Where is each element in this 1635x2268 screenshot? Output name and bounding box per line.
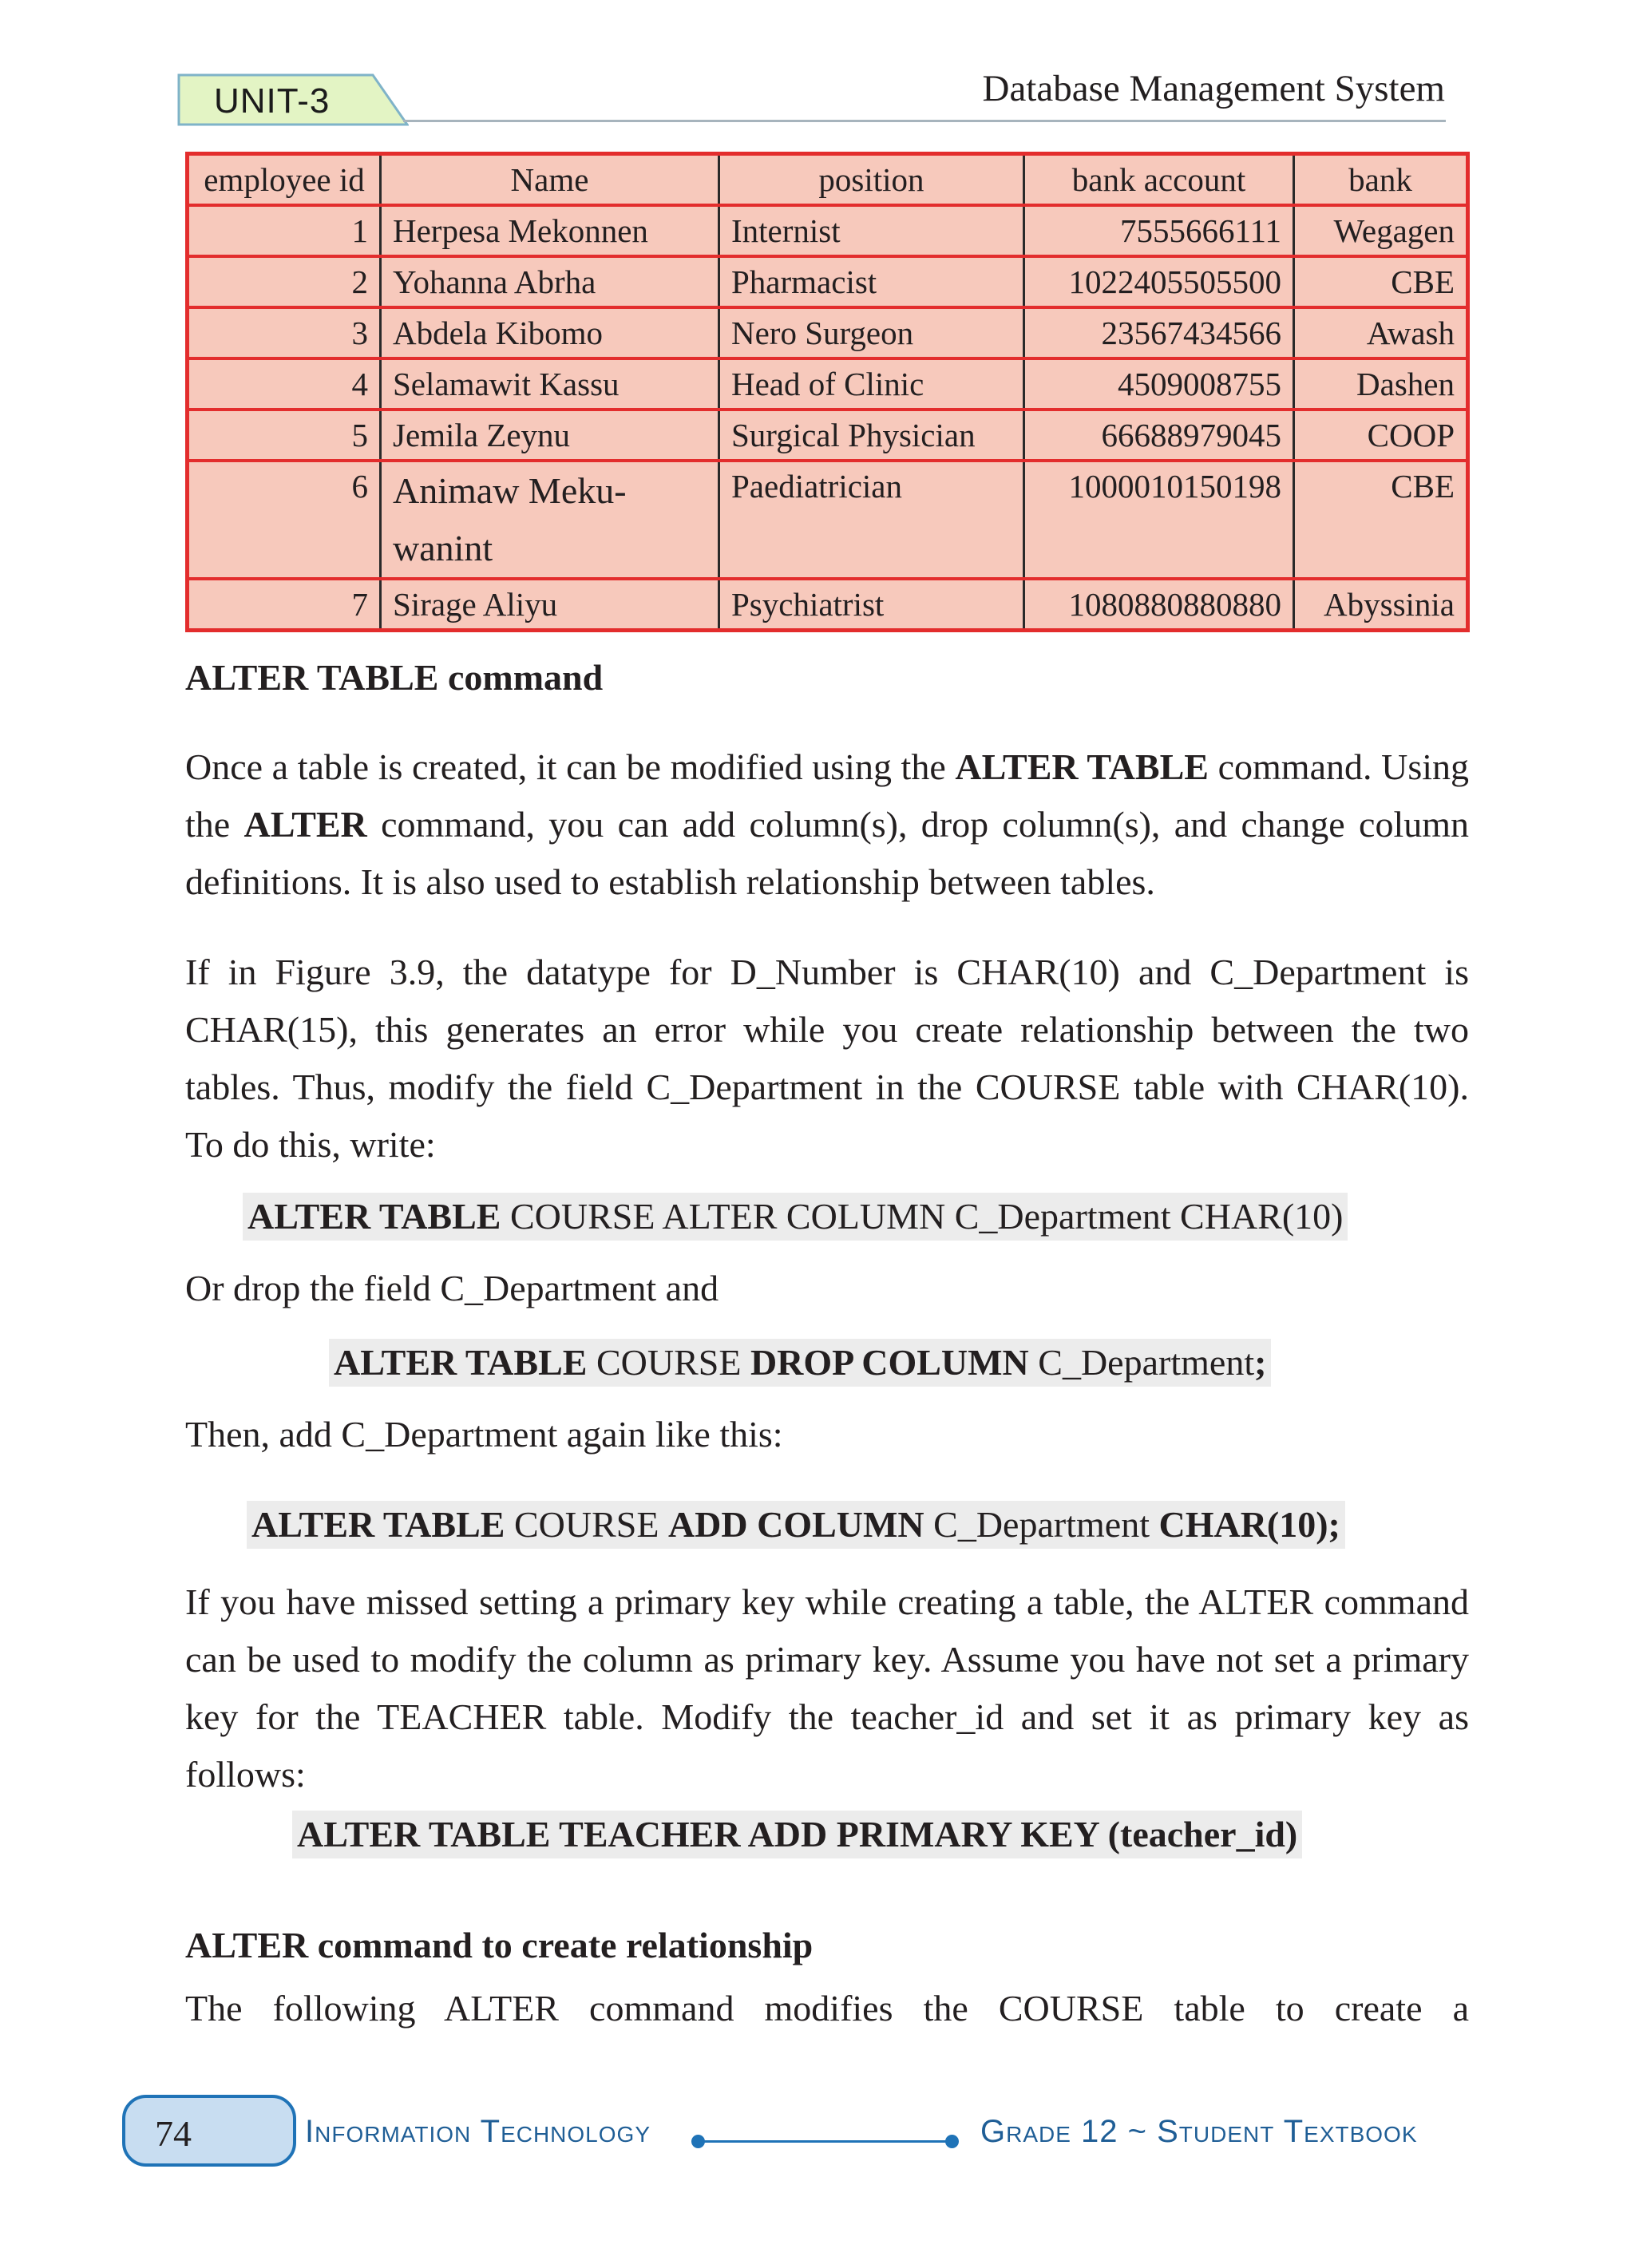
cell-name: Herpesa Mekonnen	[381, 205, 719, 256]
page-number-badge	[122, 2095, 296, 2167]
cell-employee-id: 6	[188, 461, 381, 579]
code-text: COURSE	[505, 1504, 668, 1545]
running-header-title: Database Management System	[982, 68, 1445, 109]
text-run: command, you can add column(s), drop column(s), and change column definitions. It is also used to establish relationship between tables.	[185, 804, 1470, 902]
code-keyword: ALTER TABLE	[247, 1196, 501, 1237]
cell-position: Internist	[719, 205, 1024, 256]
paragraph-alter-intro	[185, 738, 1469, 911]
code-keyword: ALTER TABLE	[334, 1342, 588, 1383]
cell-name: Selamawit Kassu	[381, 358, 719, 410]
unit-label: UNIT-3	[214, 81, 331, 121]
column-header: bank account	[1024, 154, 1294, 206]
section-heading-alter-table: ALTER TABLE command	[185, 657, 604, 698]
table-row	[188, 410, 1468, 461]
cell-position: Paediatrician	[719, 461, 1024, 579]
bold-run: ALTER TABLE	[955, 746, 1209, 787]
table-row	[188, 579, 1468, 631]
footer-subject: Information Technology	[305, 2114, 651, 2149]
header-rule	[403, 120, 1446, 122]
table-row	[188, 256, 1468, 307]
cell-position: Nero Surgeon	[719, 307, 1024, 358]
column-header: position	[719, 154, 1024, 206]
cell-bank-account: 7555666111	[1024, 205, 1294, 256]
cell-name: Abdela Kibomo	[381, 307, 719, 358]
cell-employee-id: 7	[188, 579, 381, 631]
code-keyword: CHAR(10);	[1158, 1504, 1340, 1545]
code-drop-column	[329, 1339, 1271, 1387]
cell-employee-id: 3	[188, 307, 381, 358]
table-row	[188, 205, 1468, 256]
column-header: Name	[381, 154, 719, 206]
paragraph-figure-example: If in Figure 3.9, the datatype for D_Number is CHAR(10) and C_Department is CHAR(15), this generates an error while you create relationship between the two tables. Thus, modify the field C_Department in the COURSE table with CHAR(10). To do this, write:	[185, 952, 1469, 1165]
footer-rule	[698, 2140, 953, 2143]
cell-position: Psychiatrist	[719, 579, 1024, 631]
paragraph-add-again: Then, add C_Department again like this:	[185, 1414, 783, 1455]
cell-bank-account: 66688979045	[1024, 410, 1294, 461]
column-header: bank	[1294, 154, 1468, 206]
unit-tab	[177, 73, 409, 126]
cell-bank-account: 1080880880880	[1024, 579, 1294, 631]
cell-name: Jemila Zeynu	[381, 410, 719, 461]
code-keyword: ;	[1254, 1342, 1267, 1383]
code-add-primary-key: ALTER TABLE TEACHER ADD PRIMARY KEY (teacher_id)	[292, 1811, 1302, 1858]
cell-name: Yohanna Abrha	[381, 256, 719, 307]
table-row	[188, 461, 1468, 579]
paragraph-relationship-intro: The following ALTER command modifies the COURSE table to create a	[185, 1988, 1469, 2029]
code-text: COURSE ALTER COLUMN C_Department CHAR(10)	[501, 1196, 1344, 1237]
cell-name: Sirage Aliyu	[381, 579, 719, 631]
cell-bank-account: 1000010150198	[1024, 461, 1294, 579]
employee-table	[185, 152, 1470, 632]
cell-bank: COOP	[1294, 410, 1468, 461]
cell-bank: Wegagen	[1294, 205, 1468, 256]
cell-bank: Dashen	[1294, 358, 1468, 410]
code-keyword: DROP COLUMN	[750, 1342, 1029, 1383]
paragraph-drop-field: Or drop the field C_Department and	[185, 1268, 719, 1308]
cell-bank-account: 4509008755	[1024, 358, 1294, 410]
section-heading-alter-relationship: ALTER command to create relationship	[185, 1925, 814, 1965]
footer-dot-right	[945, 2135, 959, 2148]
cell-bank-account: 23567434566	[1024, 307, 1294, 358]
code-text: C_Department	[924, 1504, 1159, 1545]
text-run: command. Using the	[185, 746, 1469, 845]
cell-employee-id: 2	[188, 256, 381, 307]
table-row	[188, 358, 1468, 410]
code-text: C_Department	[1028, 1342, 1255, 1383]
code-add-column	[247, 1501, 1345, 1549]
cell-bank: CBE	[1294, 461, 1468, 579]
cell-employee-id: 5	[188, 410, 381, 461]
cell-bank: Awash	[1294, 307, 1468, 358]
paragraph-primary-key: If you have missed setting a primary key while creating a table, the ALTER command can be used to modify the column as primary key. Assume you have not set a primary key for the TEACHER table. Modify the teacher_id and set it as primary key as follows:	[185, 1581, 1469, 1795]
bold-run: ALTER	[243, 804, 367, 845]
page-number: 74	[155, 2113, 192, 2154]
cell-bank-account: 1022405505500	[1024, 256, 1294, 307]
cell-position: Head of Clinic	[719, 358, 1024, 410]
code-keyword: ADD COLUMN	[667, 1504, 924, 1545]
cell-bank: Abyssinia	[1294, 579, 1468, 631]
cell-position: Pharmacist	[719, 256, 1024, 307]
cell-employee-id: 1	[188, 205, 381, 256]
code-alter-column	[243, 1193, 1348, 1241]
code-keyword: ALTER TABLE	[251, 1504, 505, 1545]
code-text: COURSE	[587, 1342, 750, 1383]
cell-bank: CBE	[1294, 256, 1468, 307]
table-header-row	[188, 154, 1468, 206]
cell-employee-id: 4	[188, 358, 381, 410]
cell-name: Animaw Meku- wanint	[381, 461, 719, 579]
cell-position: Surgical Physician	[719, 410, 1024, 461]
text-run: Once a table is created, it can be modified using the	[185, 746, 956, 787]
footer-grade: Grade 12 ~ Student Textbook	[980, 2114, 1418, 2149]
table-row	[188, 307, 1468, 358]
column-header: employee id	[188, 154, 381, 206]
